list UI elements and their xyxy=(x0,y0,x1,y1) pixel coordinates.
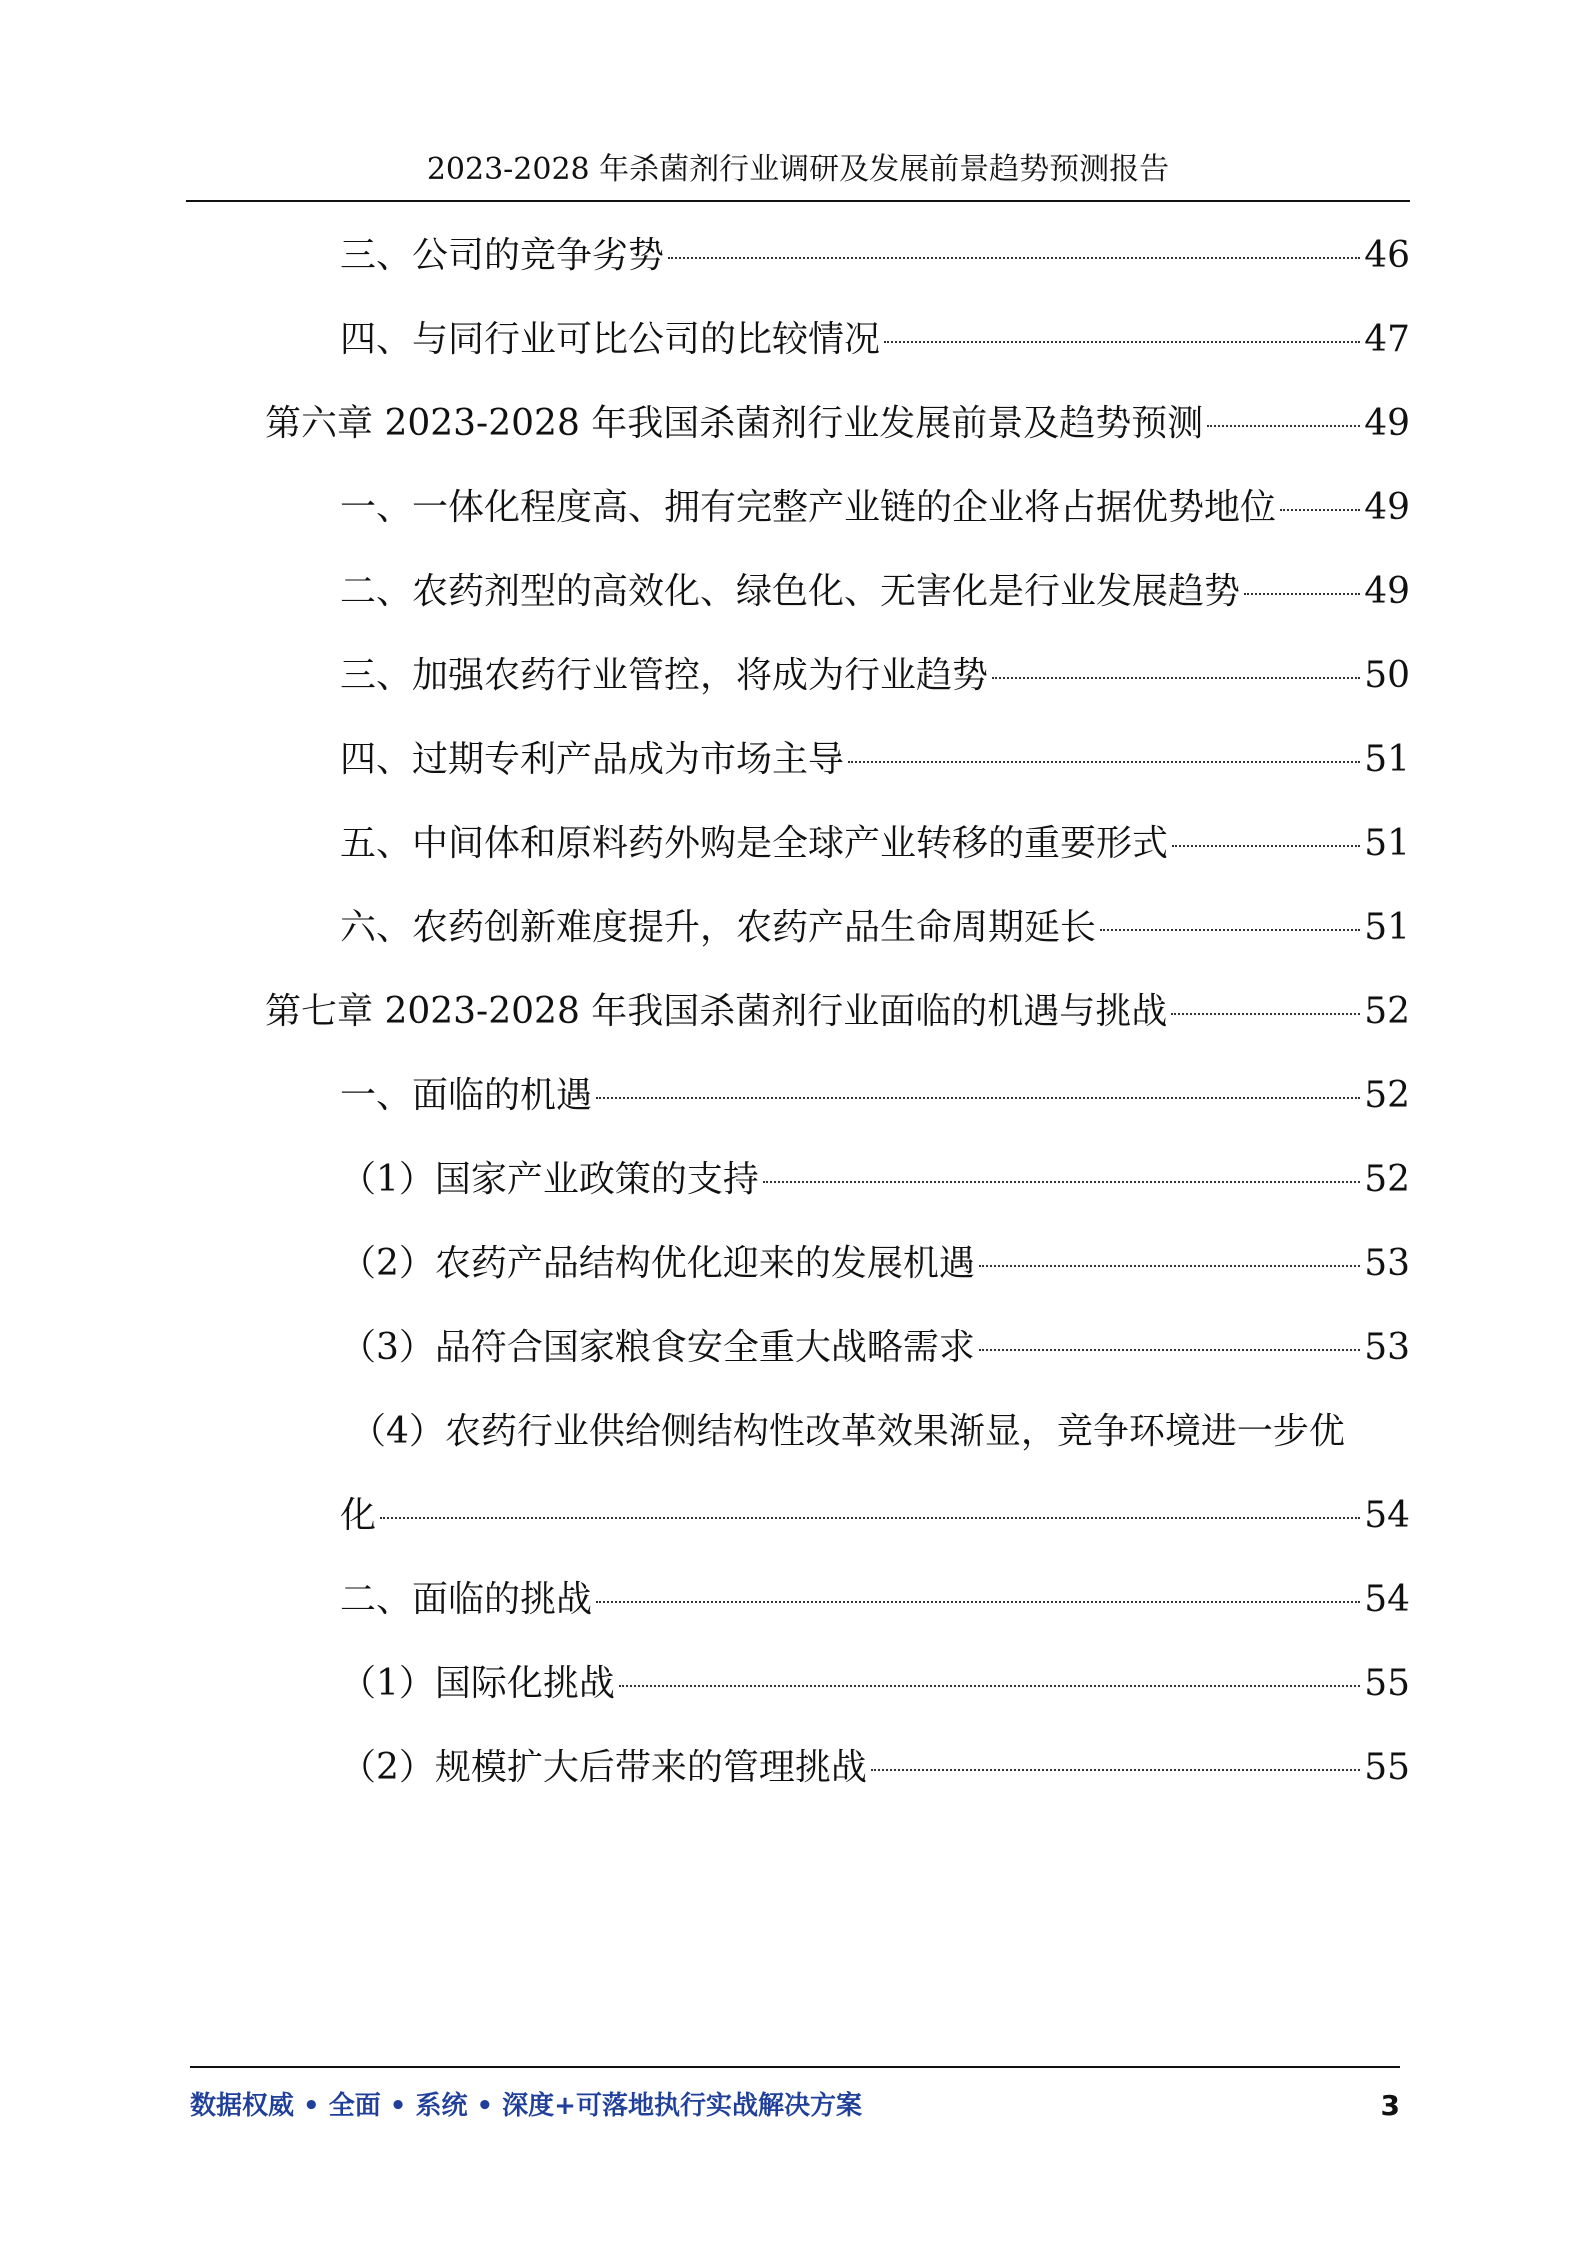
toc-entry[interactable] xyxy=(340,1152,1410,1208)
toc-dot-leader xyxy=(619,1685,1360,1687)
toc-entry-wrapped-label[interactable]: （4）农药行业供给侧结构性改革效果渐显，竞争环境进一步优 xyxy=(350,1411,1345,1452)
toc-entry-label: 三、加强农药行业管控，将成为行业趋势 xyxy=(340,655,989,696)
toc-entry-label: （3）品符合国家粮食安全重大战略需求 xyxy=(340,1327,975,1368)
toc-entry[interactable] xyxy=(340,732,1410,788)
toc-dot-leader xyxy=(1280,509,1360,511)
toc-entry-label: （1）国际化挑战 xyxy=(340,1663,615,1704)
toc-entry-page: 51 xyxy=(1364,823,1410,864)
toc-dot-leader xyxy=(1100,929,1360,931)
toc-entry-label: 一、面临的机遇 xyxy=(340,1075,593,1116)
toc-entry-page: 54 xyxy=(1364,1495,1410,1536)
toc-dot-leader xyxy=(1172,845,1360,847)
toc-entry[interactable] xyxy=(340,1656,1410,1712)
toc-dot-leader xyxy=(1171,1013,1360,1015)
toc-entry-label: 二、农药剂型的高效化、绿色化、无害化是行业发展趋势 xyxy=(340,571,1241,612)
toc-entry-page: 51 xyxy=(1364,739,1410,780)
toc-entry-page: 53 xyxy=(1364,1243,1410,1284)
toc-entry-label: 化 xyxy=(340,1495,377,1536)
footer-slogan: 数据权威 • 全面 • 系统 • 深度+可落地执行实战解决方案 xyxy=(190,2091,862,2121)
toc-entry-page: 55 xyxy=(1364,1663,1410,1704)
toc-dot-leader xyxy=(884,341,1360,343)
toc-chapter-entry[interactable] xyxy=(265,396,1410,452)
toc-entry-page: 52 xyxy=(1364,1075,1410,1116)
toc-entry-page: 51 xyxy=(1364,907,1410,948)
toc-entry[interactable] xyxy=(340,1068,1410,1124)
toc-dot-leader xyxy=(979,1265,1360,1267)
toc-entry[interactable] xyxy=(340,1740,1410,1796)
toc-entry[interactable] xyxy=(340,1320,1410,1376)
toc-entry-label: 五、中间体和原料药外购是全球产业转移的重要形式 xyxy=(340,823,1169,864)
toc-dot-leader xyxy=(596,1601,1360,1603)
toc-entry-page: 55 xyxy=(1364,1747,1410,1788)
toc-entry-label: 四、与同行业可比公司的比较情况 xyxy=(340,319,881,360)
toc-entry-page: 46 xyxy=(1364,235,1410,276)
toc-entry-page: 49 xyxy=(1364,487,1410,528)
toc-entry-label: 一、一体化程度高、拥有完整产业链的企业将占据优势地位 xyxy=(340,487,1277,528)
toc-entry-page: 52 xyxy=(1364,1159,1410,1200)
toc-dot-leader xyxy=(380,1517,1360,1519)
toc-entry-label: 二、面临的挑战 xyxy=(340,1579,593,1620)
toc-entry-page: 49 xyxy=(1364,403,1410,444)
footer-divider xyxy=(190,2066,1400,2068)
toc-dot-leader xyxy=(871,1769,1360,1771)
toc-entry-page: 53 xyxy=(1364,1327,1410,1368)
toc-entry-label: 六、农药创新难度提升，农药产品生命周期延长 xyxy=(340,907,1097,948)
toc-entry-page: 52 xyxy=(1364,991,1410,1032)
toc-entry-label: （2）规模扩大后带来的管理挑战 xyxy=(340,1747,867,1788)
toc-dot-leader xyxy=(763,1181,1360,1183)
toc-entry-page: 54 xyxy=(1364,1579,1410,1620)
toc-entry[interactable] xyxy=(340,564,1410,620)
toc-entry[interactable] xyxy=(340,1236,1410,1292)
toc-dot-leader xyxy=(668,257,1360,259)
toc-dot-leader xyxy=(848,761,1360,763)
toc-entry[interactable] xyxy=(340,1572,1410,1628)
toc-dot-leader xyxy=(1244,593,1360,595)
toc-entry[interactable] xyxy=(340,816,1410,872)
toc-entry[interactable] xyxy=(340,480,1410,536)
toc-entry-label: 第六章 2023-2028 年我国杀菌剂行业发展前景及趋势预测 xyxy=(265,403,1204,444)
toc-dot-leader xyxy=(596,1097,1360,1099)
toc-dot-leader xyxy=(979,1349,1360,1351)
toc-entry-label: 四、过期专利产品成为市场主导 xyxy=(340,739,845,780)
toc-entry-page: 49 xyxy=(1364,571,1410,612)
toc-entry-continuation[interactable] xyxy=(340,1488,1410,1544)
toc-entry-label: 三、公司的竞争劣势 xyxy=(340,235,665,276)
toc-entry-label: （2）农药产品结构优化迎来的发展机遇 xyxy=(340,1243,975,1284)
footer-page-number: 3 xyxy=(1380,2089,1400,2122)
toc-entry[interactable] xyxy=(340,648,1410,704)
page-header-title: 2023-2028 年杀菌剂行业调研及发展前景趋势预测报告 xyxy=(426,152,1170,187)
toc-entry-page: 47 xyxy=(1364,319,1410,360)
toc-dot-leader xyxy=(1207,425,1360,427)
toc-entry[interactable] xyxy=(340,900,1410,956)
toc-entry-label: 第七章 2023-2028 年我国杀菌剂行业面临的机遇与挑战 xyxy=(265,991,1168,1032)
toc-entry[interactable] xyxy=(340,312,1410,368)
toc-entry-label: （1）国家产业政策的支持 xyxy=(340,1159,759,1200)
toc-entry-page: 50 xyxy=(1364,655,1410,696)
toc-entry[interactable] xyxy=(340,228,1410,284)
toc-dot-leader xyxy=(992,677,1360,679)
toc-chapter-entry[interactable] xyxy=(265,984,1410,1040)
